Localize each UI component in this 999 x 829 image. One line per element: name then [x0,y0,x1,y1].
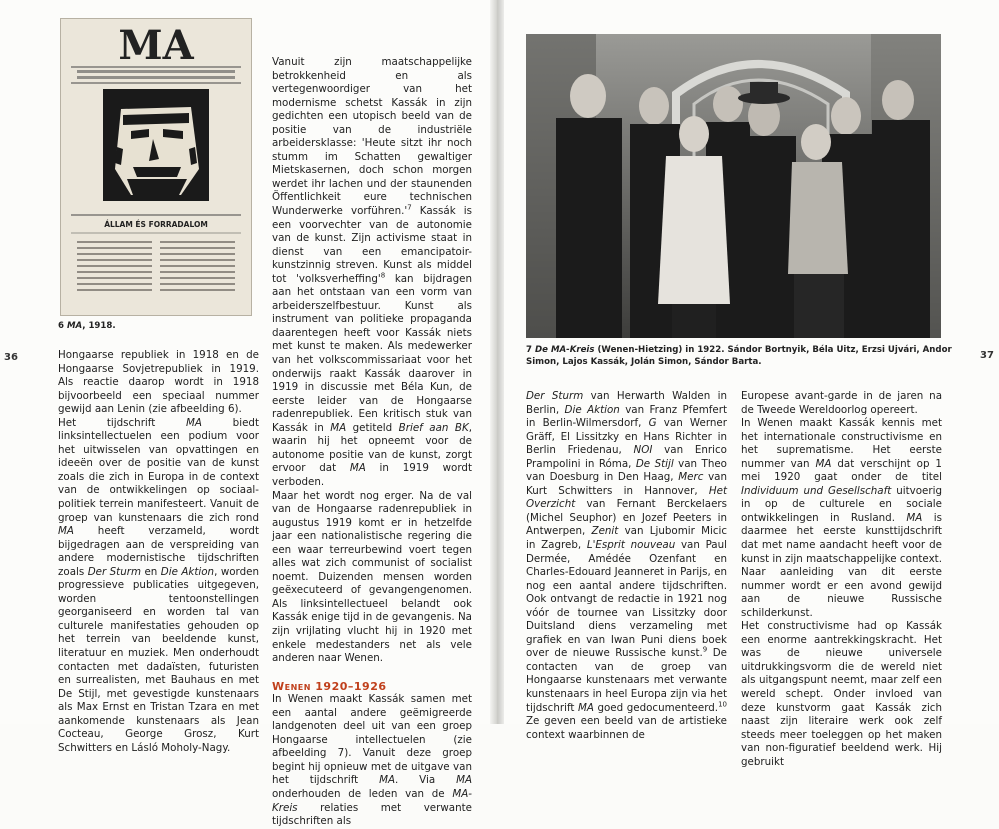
paragraph: Maar het wordt nog erger. Na de val van de Hongaarse radenrepubliek in augustus 1919 komt er in hetzelfde jaar een nationalistische regering die een waar terreurbewind voert tegen alles wat zich communist of socialist noemt. Duizenden mensen worden geëxecuteerd of gevangengenomen. Als linksintellectueel belandt ook Kassák enige tijd in de gevangenis. Na zijn vrijlating vlucht hij in 1920 met enkele medestanders net als vele anderen naar Wenen. [272,489,472,665]
paragraph: Het tijdschrift MA biedt linksintellectuelen een podium voor het uitwisselen van opvattingen en ideeën over de positie van de kunst zoals die zich in Europa in de context van de ontwikkelingen op sociaal-politiek terrein manifesteert. Vanuit de groep van kunstenaars die zich rond MA heeft verzameld, wordt bijgedragen aan de verspreiding van andere modernistische tijdschriften zoals Der Sturm en Die Aktion, worden progressieve publicaties uitgegeven, worden tentoonstellingen georganiseerd en worden tal van culturele manifestaties gehouden op het terrein van beeldende kunst, literatuur en muziek. Men onderhoudt contacten met dadaïsten, futuristen en surrealisten, met Bauhaus en met De Stijl, met gevestigde kunstenaars als Max Ernst en Tristan Tzara en met aankomende kunstenaars als Jean Cocteau, George Grosz, Kurt Schwitters en Lásló Moholy-Nagy. [58,416,259,754]
paragraph: Hongaarse republiek in 1918 en de Hongaarse Sovjetrepubliek in 1919. Als reactie daarop wordt in 1918 bijvoorbeeld een speciaal nummer gewijd aan Lenin (zie afbeelding 6). [58,349,259,416]
page-number-left: 36 [4,352,18,363]
paragraph: Vanuit zijn maatschappelijke betrokkenheid en als vertegenwoordiger van het modernisme schetst Kassák in zijn gedichten een utopisch beeld van de positie van de industriële arbeidersklasse: 'Heute sitzt ihr noch stumm im Schatten gewaltiger Mietskasernen, doch schon morgen werdet ihr lachen und der staunenden Öffentlichkeit eure technischen Wunderwerke $vorführen.'^7$ Kassák is een voorvechter van de autonomie van de kunst. Zijn activisme staat in dienst van een emancipatoir-kunstzinnig streven. Kunst als middel tot '$volksverheffing'^8$ kan bijdragen aan het ontstaan van een vorm van arbeiderszelfbestuur. Kunst als instrument van politieke propaganda daarentegen heeft voor Kassák niets met kunst te maken. Als medewerker van het volkscommissariaat voor het onderwijs raakt Kassák daarover in 1919 in discussie met Béla Kun, de eerste leider van de Hongaarse radenrepubliek. Een kritisch stuk van Kassák in MA getiteld Brief aan BK, waarin hij het opneemt voor de autonome positie van de kunst, zorgt ervoor dat MA in 1919 wordt verboden. [272,56,473,488]
paragraph: In Wenen maakt Kassák samen met een aantal andere geëmigreerde landgenoten deel uit van een groep Hongaarse intellectuelen (zie afbeelding 7). Vanuit deze groep begint hij opnieuw met de uitgave van het tijdschrift MA. Via MA onderhouden de leden van de MA-Kreis relaties met verwante tijdschriften als [272,693,472,828]
group-photo-illustration [526,34,941,338]
figure-6-caption: 6 MA, 1918. [58,321,116,331]
lenin-woodcut-portrait [103,89,209,201]
right-column-1 [526,390,727,742]
ma-masthead: MA [118,22,194,69]
ma-kreis-group-photo [526,34,941,338]
book-gutter [490,0,504,724]
paragraph: In Wenen maakt Kassák kennis met het internationale constructivisme en het suprematisme. Het eerste nummer van MA dat verschijnt op 1 mei 1920 gaat onder de titel Individuum und Gesellschaft uitvoerig in op de culturele en sociale ontwikkelingen in Rusland. MA is daarmee het eerste kunsttijdschrift dat met name aandacht heeft voor de kunst in zijn maatschappelijke context. Naar aanleiding van dit eerste nummer wordt er een avond gewijd aan de nieuwe Russische schilderkunst. [741,417,943,619]
section-heading: Wenen 1920–1926 [272,679,387,693]
ma-magazine-cover-image [60,18,252,316]
paragraph: Het constructivisme had op Kassák een enorme aantrekkingskracht. Het was de nieuwe universele uitdrukkingsvorm die de wereld niet als uitgangspunt neemt, maar zelf een wereld schept. Onder invloed van deze kunstvorm gaat Kassák zich naast zijn literaire werk ook zelf steeds meer toeleggen op het maken van non-figuratief beeldend werk. Hij gebruikt [741,620,942,768]
left-column-1 [58,349,259,755]
right-column-2 [741,390,942,769]
page-number-right: 37 [980,350,994,361]
left-column-2 [272,56,472,829]
ma-cover-illustration [61,19,251,315]
figure-7-caption: 7 De MA-Kreis (Wenen-Hietzing) in 1922. Sándor Bortnyik, Béla Uitz, Erzsi Ujvári, Andor Simon, Lajos Kassák, Jolán Simon, Sándor Barta. [526,345,952,367]
paragraph: Der Sturm van Herwarth Walden in Berlin, Die Aktion van Franz Pfemfert in Berlin-Wilmersdorf, G van Werner Gräff, El Lissitzky en Hans Richter in Berlin Friedenau, NOI van Enrico Prampolini in Róma, De Stijl van Theo van Doesburg in Den Haag, Merc van Kurt Schwitters in Hannover, Het Overzicht van Fernant Berckelaers (Michel Seuphor) en Jozef Peeters in Antwerpen, Zenit van Ljubomir Micic in Zagreb, L'Esprit nouveau van Paul Dermée, Amédée Ozenfant en Charles-Edouard Jeanneret in Parijs, en nog een aantal andere tijdschriften. Ook ontvangt de redactie in 1921 nog vóór de tournee van Lissitzky door Duitsland diens verzameling met grafiek en van Iwan Puni diens boek over de nieuwe Russische kunst.$^9$ De contacten van de groep van Hongaarse kunstenaars met verwante kunstenaars in heel Europa zijn via het tijdschrift MA goed gedocumenteerd.$^{10}$ Ze geven een beeld van de artistieke context waarbinnen de [526,390,728,741]
paragraph: Europese avant-garde in de jaren na de Tweede Wereldoorlog opereert. [741,390,942,416]
ma-cover-subtitle: ÁLLAM ÉS FORRADALOM [104,220,208,229]
